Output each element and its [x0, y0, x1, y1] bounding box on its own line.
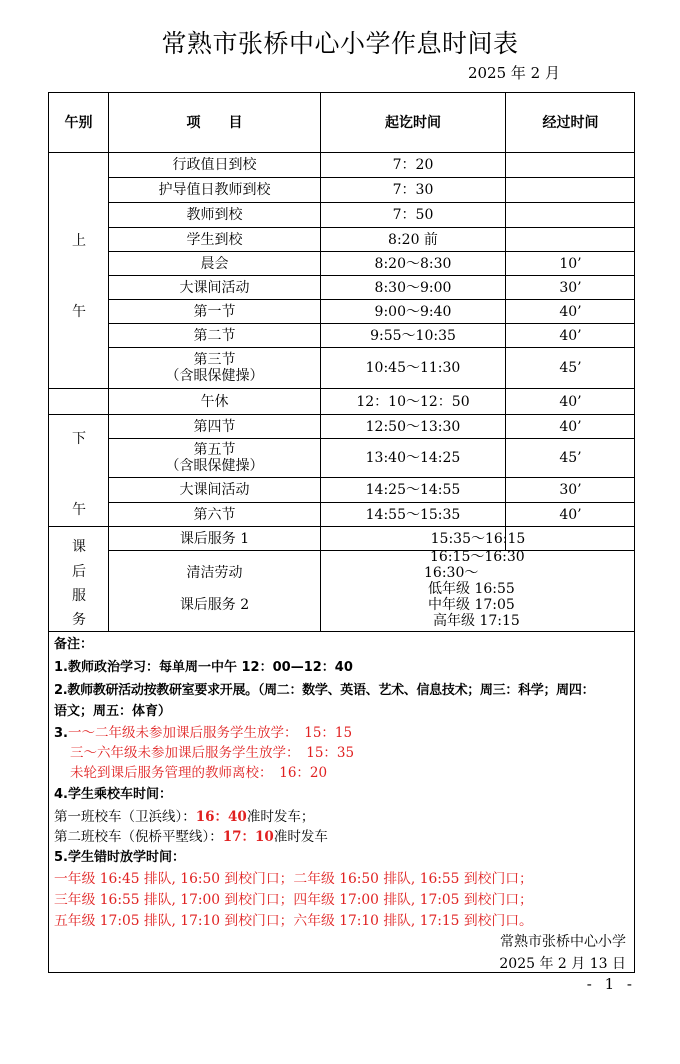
header-duration: 经过时间 [542, 114, 599, 131]
signature-date: 2025 年 2 月 13 日 [499, 956, 626, 972]
row-time: 8:30～9:00 [374, 279, 452, 296]
bus-1 [54, 805, 314, 825]
row-item: 第六节 [193, 506, 236, 523]
service-time-line: 低年级 16:55 [428, 581, 515, 597]
group-afternoon-char: 下 [72, 431, 86, 447]
row-item: 大课间活动 [179, 482, 250, 498]
group-service-char: 后 [72, 564, 86, 580]
row-time: 14:25～14:55 [365, 482, 461, 498]
row-time: 13:40～14:25 [365, 450, 461, 466]
bus-2-route: 第二班校车（倪桥平墅线）： [54, 829, 223, 845]
service-time-line: 高年级 17:15 [433, 613, 520, 629]
header-period: 午别 [64, 114, 93, 131]
row-duration: 40’ [559, 303, 582, 320]
group-service-char: 务 [72, 612, 86, 628]
row-item: 晨会 [200, 255, 229, 272]
bus-1-time: 16：40 [195, 809, 247, 825]
row-time: 7：30 [392, 182, 434, 198]
row-item: 第四节 [193, 418, 236, 435]
service-time: 15:35～16:15 [430, 530, 526, 547]
row-item: 第三节 [193, 352, 236, 368]
note-2-line-2: 语文；周五：体育） [54, 704, 172, 719]
page-number: - 1 - [586, 975, 636, 993]
row-time: 8:20 前 [388, 231, 438, 248]
note-1: 1.教师政治学习：每单周一中午 12：00—12：40 [54, 660, 353, 675]
signature-school: 常熟市张桥中心小学 [500, 934, 626, 950]
row-item: 护导值日教师到校 [158, 182, 271, 198]
note-3-line-3: 未轮到课后服务管理的教师离校： 16：20 [70, 765, 328, 781]
service-time-line: 16:15～16:30 [430, 549, 525, 565]
table-rule [48, 631, 635, 632]
group-morning-char: 上 [72, 233, 86, 249]
row-duration: 45’ [559, 450, 582, 466]
note-2-line-1: 2.教师教研活动按教研室要求开展。（周二：数学、英语、艺术、信息技术；周三：科学；周四： [54, 683, 595, 698]
service-time-line: 16:30～ [424, 565, 479, 581]
header-date: 2025 年 2 月 [467, 64, 560, 82]
note-5-heading: 5.学生错时放学时间： [54, 850, 185, 865]
row-time: 9:00～9:40 [374, 303, 452, 320]
dismissal-line-1: 一年级 16:45 排队, 16:50 到校门口；二年级 16:50 排队, 16:55 到校门口； [54, 871, 533, 887]
note-4-heading: 4.学生乘校车时间： [54, 787, 172, 802]
row-time: 8:20～8:30 [374, 255, 452, 272]
row-item: 教师到校 [186, 207, 243, 223]
bus-1-note: 准时发车； [246, 809, 315, 825]
row-item-block [109, 439, 320, 477]
row-duration: 40’ [559, 418, 582, 435]
group-morning-char: 午 [72, 304, 86, 320]
row-time: 12：10～12：50 [356, 393, 470, 410]
row-time: 12:50～13:30 [365, 418, 461, 435]
dismissal-line-2: 三年级 16:55 排队, 17:00 到校门口；四年级 17:00 排队, 17:05 到校门口； [54, 892, 533, 908]
row-item-note: （含眼保健操） [165, 458, 264, 474]
group-afternoon-char: 午 [72, 502, 86, 518]
notes-heading: 备注： [54, 637, 94, 652]
row-time: 14:55～15:35 [365, 506, 461, 523]
service-item: 课后服务 1 [179, 530, 250, 547]
row-item-note: （含眼保健操） [165, 368, 264, 384]
row-duration: 30’ [559, 482, 582, 498]
row-item: 学生到校 [186, 231, 243, 248]
header-time: 起讫时间 [385, 114, 441, 131]
row-item: 第五节 [193, 442, 236, 458]
row-duration: 45’ [559, 360, 582, 376]
bus-2-note: 准时发车 [273, 829, 328, 845]
row-item: 第一节 [193, 303, 236, 320]
page-title: 常熟市张桥中心小学作息时间表 [161, 29, 519, 58]
row-item: 第二节 [193, 327, 236, 344]
row-duration: 40’ [559, 506, 582, 523]
row-time: 10:45～11:30 [365, 360, 461, 376]
row-item: 午休 [200, 393, 229, 410]
row-duration: 40’ [559, 327, 582, 344]
group-service-char: 课 [72, 539, 86, 555]
table-rule [108, 550, 635, 551]
row-time: 7：50 [392, 207, 434, 223]
service-time-line: 中年级 17:05 [428, 597, 515, 613]
header-item: 项 目 [186, 114, 243, 131]
bus-1-route: 第一班校车（卫浜线）： [54, 809, 196, 825]
note-3-text: 一～二年级未参加课后服务学生放学： 15：15 [67, 725, 353, 741]
row-item: 行政值日到校 [172, 157, 257, 173]
row-item: 大课间活动 [179, 279, 250, 296]
row-time: 9:55～10:35 [370, 327, 456, 344]
bus-2 [54, 825, 328, 845]
note-3-line-2: 三～六年级未参加课后服务学生放学： 15：35 [70, 745, 355, 761]
row-duration: 30’ [559, 279, 582, 296]
service-item: 清洁劳动 [186, 565, 243, 581]
dismissal-line-3: 五年级 17:05 排队, 17:10 到校门口；六年级 17:10 排队, 17:15 到校门口。 [54, 913, 533, 929]
note-3-number: 3. [54, 726, 68, 741]
row-duration: 40’ [559, 393, 582, 410]
row-duration: 10’ [559, 255, 582, 272]
group-service-char: 服 [72, 588, 86, 604]
note-3-line-1 [54, 721, 352, 741]
row-time: 7：20 [392, 157, 434, 173]
service-item: 课后服务 2 [179, 597, 250, 613]
row-item-block [109, 348, 320, 388]
bus-2-time: 17：10 [222, 829, 274, 845]
